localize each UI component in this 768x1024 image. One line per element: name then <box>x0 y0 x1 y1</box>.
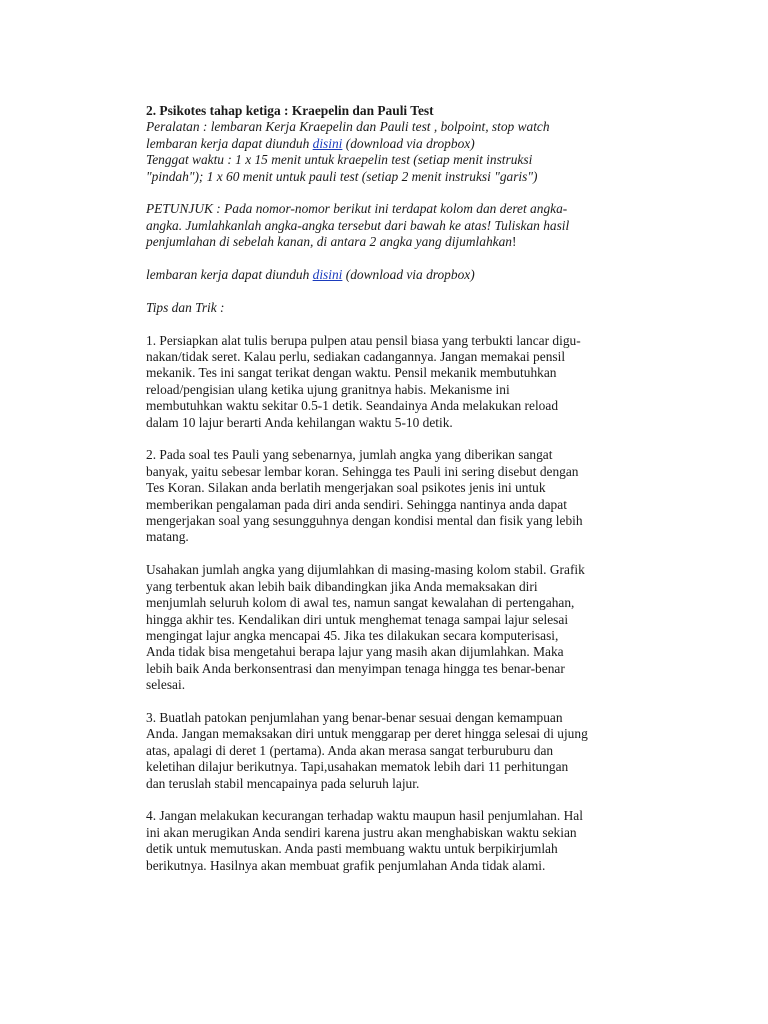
paragraph-line: ini akan merugikan Anda sendiri karena justru akan menghabiskan waktu sekian <box>146 824 577 840</box>
paragraph-line: selesai. <box>146 677 186 693</box>
paragraph-line: 1. Persiapkan alat tulis berupa pulpen atau pensil biasa yang terbukti lancar digu- <box>146 332 581 348</box>
paragraph-line: Anda tidak bisa mengetahui berapa lajur yang masih akan dijumlahkan. Maka <box>146 644 564 660</box>
tip-1-paragraph <box>146 333 666 431</box>
tip-3-paragraph <box>146 710 666 792</box>
spacer <box>146 251 666 267</box>
spacer <box>146 694 666 710</box>
paragraph-line: membutuhkan waktu sekitar 0.5-1 detik. Seandainya Anda melakukan reload <box>146 398 559 414</box>
paragraph-line: detik untuk memutuskan. Anda pasti membuang waktu untuk berpikirjumlah <box>146 841 558 857</box>
tips-heading: Tips dan Trik : <box>146 299 225 315</box>
paragraph-line: yang terbentuk akan lebih baik dibandingkan jika Anda memaksakan diri <box>146 578 538 594</box>
paragraph-line: mengingat lajur angka mencapai 45. Jika tes dilakukan secara komputerisasi, <box>146 627 559 643</box>
section-title: 2. Psikotes tahap ketiga : Kraepelin dan Pauli Test <box>146 103 434 118</box>
paragraph-line: dan teruslah stabil mencapainya pada seluruh lajur. <box>146 775 420 791</box>
paragraph-line: memberikan pengalaman pada diri anda sendiri. Sehingga nantinya anda dapat <box>146 496 567 512</box>
download-suffix-2: (download via dropbox) <box>342 267 475 283</box>
paragraph-line: Tes Koran. Silakan anda berlatih mengerjakan soal psikotes jenis ini untuk <box>146 480 546 496</box>
instructions-line-2: angka. Jumlahkanlah angka-angka tersebut dari bawah ke atas! Tuliskan hasil <box>146 217 570 233</box>
paragraph-line: lebih baik Anda berkonsentrasi dan menyimpan tenaga hingga tes benar-benar <box>146 660 565 676</box>
download-text-2: lembaran kerja dapat diunduh <box>146 267 313 283</box>
paragraph-line: keletihan dilajur berikutnya. Tapi,usahakan mematok lebih dari 11 perhitungan <box>146 759 569 775</box>
tip-stable-paragraph <box>146 562 666 693</box>
spacer <box>146 431 666 447</box>
deadline-line-1: Tenggat waktu : 1 x 15 menit untuk kraepelin test (setiap menit instruksi <box>146 152 533 168</box>
paragraph-line: 4. Jangan melakukan kecurangan terhadap waktu maupun hasil penjumlahan. Hal <box>146 808 583 824</box>
document-page <box>146 103 666 874</box>
paragraph-line: hingga akhir tes. Kendalikan diri untuk menghemat tenaga sampai lajur selesai <box>146 611 569 627</box>
paragraph-line: nakan/tidak seret. Kalau perlu, sediakan cadangannya. Jangan memakai pensil <box>146 349 566 365</box>
spacer <box>146 283 666 299</box>
instructions-line-3-text: penjumlahan di sebelah kanan, di antara 2 angka yang dijumlahkan <box>146 234 512 250</box>
download-link-bottom[interactable]: disini <box>312 267 343 283</box>
paragraph-line: 3. Buatlah patokan penjumlahan yang benar-benar sesuai dengan kemampuan <box>146 709 563 725</box>
spacer <box>146 792 666 808</box>
spacer <box>146 316 666 332</box>
instructions-line-3 <box>146 234 666 250</box>
worksheet-download-line-2 <box>146 267 666 283</box>
paragraph-line: atas, apalagi di deret 1 (pertama). Anda akan merasa sangat terburuburu dan <box>146 742 554 758</box>
paragraph-line: menjumlah seluruh kolom di awal tes, namun sangat kewalahan di pertengahan, <box>146 595 575 611</box>
instructions-line-1: PETUNJUK : Pada nomor-nomor berikut ini terdapat kolom dan deret angka- <box>146 201 568 217</box>
paragraph-line: reload/pengisian ulang ketika ujung granitnya habis. Mekanisme ini <box>146 381 510 397</box>
paragraph-line: Anda. Jangan memaksakan diri untuk menggarap per deret hingga selesai di ujung <box>146 726 588 742</box>
paragraph-line: mengerjakan soal yang sesungguhnya dengan kondisi mental dan fisik yang lebih <box>146 513 583 529</box>
spacer <box>146 546 666 562</box>
worksheet-download-line <box>146 136 666 152</box>
spacer <box>146 185 666 201</box>
paragraph-line: berikutnya. Hasilnya akan membuat grafik penjumlahan Anda tidak alami. <box>146 857 546 873</box>
tip-2-paragraph <box>146 447 666 545</box>
equipment-line: Peralatan : lembaran Kerja Kraepelin dan Pauli test , bolpoint, stop watch <box>146 119 550 135</box>
paragraph-line: matang. <box>146 529 189 545</box>
paragraph-line: dalam 10 lajur berarti Anda kehilangan waktu 5-10 detik. <box>146 414 453 430</box>
instructions-line-3-end: ! <box>511 234 517 250</box>
paragraph-line: Usahakan jumlah angka yang dijumlahkan di masing-masing kolom stabil. Grafik <box>146 562 585 578</box>
download-text: lembaran kerja dapat diunduh <box>146 135 313 151</box>
download-link-top[interactable]: disini <box>312 135 343 151</box>
download-suffix: (download via dropbox) <box>342 135 475 151</box>
paragraph-line: 2. Pada soal tes Pauli yang sebenarnya, jumlah angka yang diberikan sangat <box>146 447 553 463</box>
deadline-line-2: "pindah"); 1 x 60 menit untuk pauli test (setiap 2 menit instruksi "garis") <box>146 168 538 184</box>
paragraph-line: banyak, yaitu sebesar lembar koran. Sehingga tes Pauli ini sering disebut dengan <box>146 463 579 479</box>
tip-4-paragraph <box>146 808 666 874</box>
paragraph-line: mekanik. Tes ini sangat terikat dengan waktu. Pensil mekanik membutuhkan <box>146 365 557 381</box>
